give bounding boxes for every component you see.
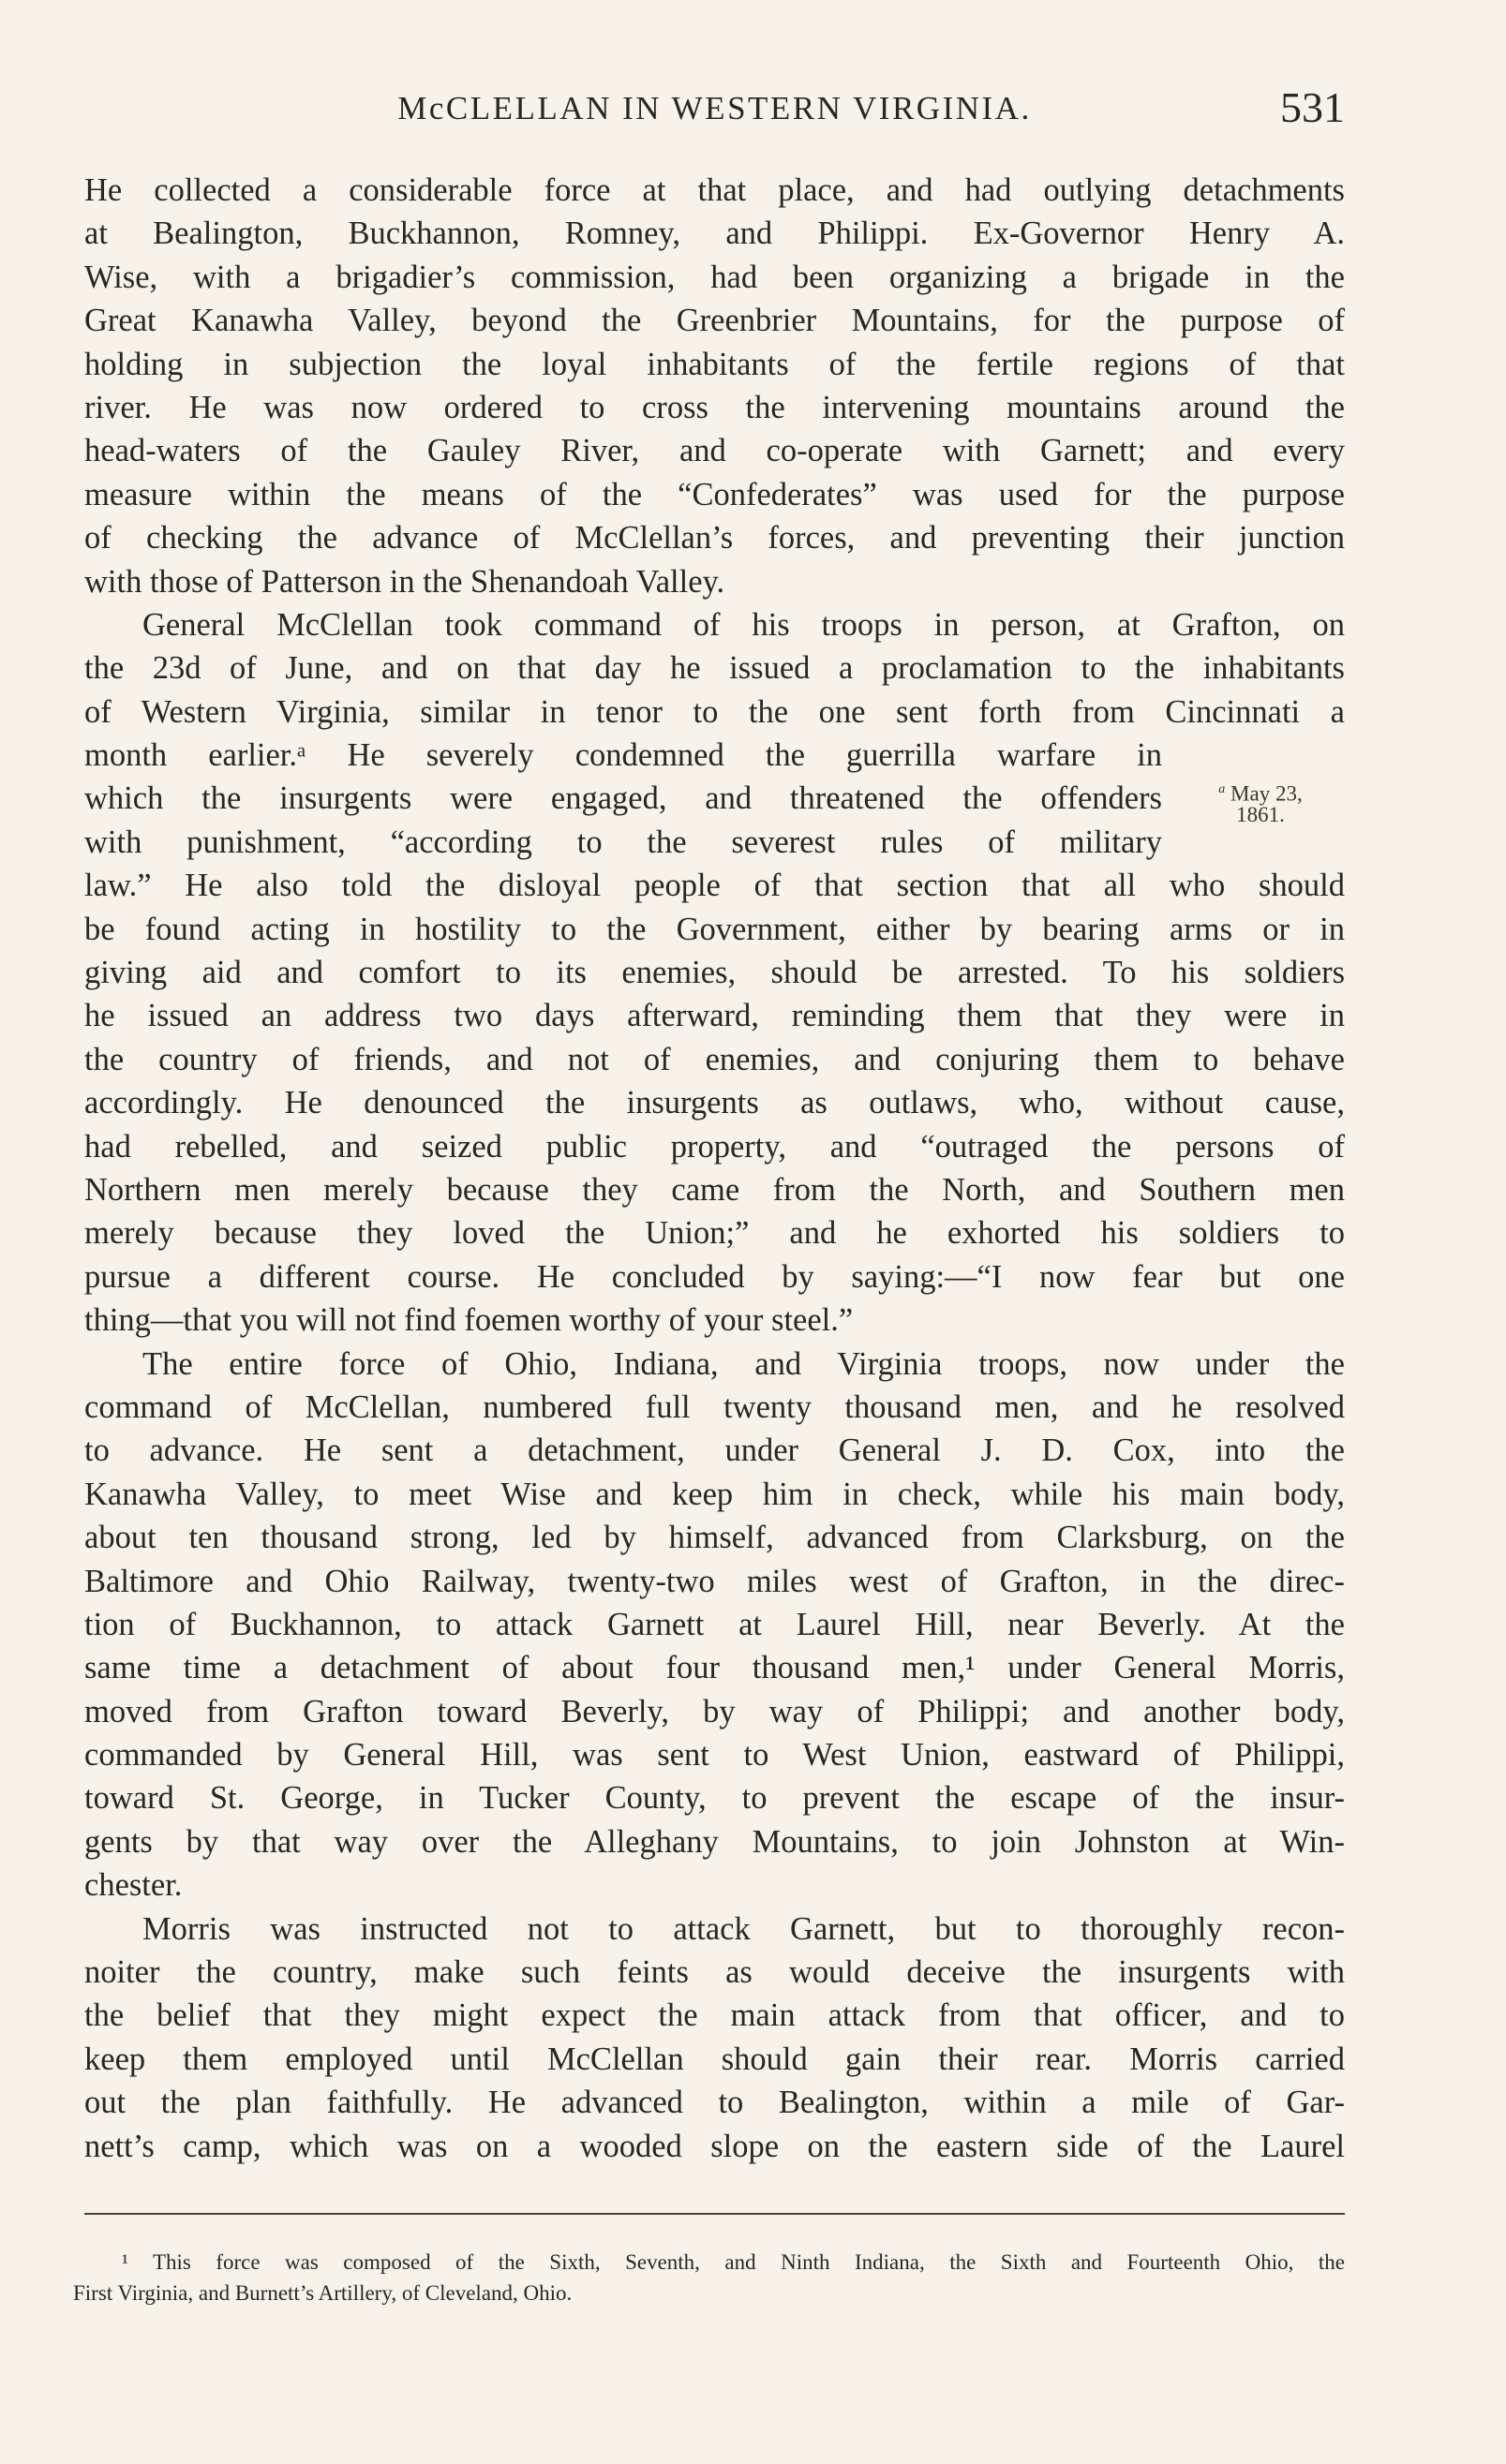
footnote-line: ¹ This force was composed of the Sixth, Seventh, and Ninth Indiana, the Sixth and Fourteenth Ohio, the (122, 2250, 1345, 2274)
text-line: the belief that they might expect the main attack from that officer, and to (84, 1997, 1345, 2034)
text-line: the 23d of June, and on that day he issued a proclamation to the inhabitants (84, 650, 1345, 687)
text-line: pursue a different course. He concluded by saying:—“I now fear but one (84, 1258, 1345, 1295)
page-number: 531 (1280, 83, 1345, 131)
text-line: keep them employed until McClellan should gain their rear. Morris carried (84, 2041, 1345, 2077)
text-line: with punishment, “according to the severest rules of military (84, 824, 1162, 860)
text-line: merely because they loved the Union;” and he exhorted his soldiers to (84, 1215, 1345, 1252)
footnote-line: First Virginia, and Burnett’s Artillery, of Cleveland, Ohio. (73, 2281, 573, 2305)
text-line: He collected a considerable force at that place, and had outlying detachments (84, 172, 1345, 208)
text-line: toward St. George, in Tucker County, to prevent the escape of the insur- (84, 1780, 1345, 1817)
text-line: noiter the country, make such feints as would deceive the insurgents with (84, 1954, 1345, 1991)
running-title: McCLELLAN IN WESTERN VIRGINIA. (397, 90, 1032, 126)
text-line: Great Kanawha Valley, beyond the Greenbrier Mountains, for the purpose of (84, 303, 1345, 339)
text-line: chester. (84, 1867, 183, 1904)
text-line: Morris was instructed not to attack Garnett, but to thoroughly recon- (142, 1910, 1345, 1947)
footnote-rule (84, 2213, 1345, 2215)
text-line: commanded by General Hill, was sent to West Union, eastward of Philippi, (84, 1737, 1345, 1774)
text-line: law.” He also told the disloyal people of that section that all who should (84, 868, 1345, 904)
text-line: which the insurgents were engaged, and threatened the offenders (84, 780, 1162, 817)
text-line: same time a detachment of about four thousand men,¹ under General Morris, (84, 1650, 1345, 1686)
text-line: The entire force of Ohio, Indiana, and Virginia troops, now under the (142, 1345, 1345, 1382)
text-line: nett’s camp, which was on a wooded slope on the eastern side of the Laurel (84, 2128, 1345, 2164)
margin-note-marker: a (1218, 782, 1226, 796)
text-line: head-waters of the Gauley River, and co-operate with Garnett; and every (84, 433, 1345, 469)
text-line: giving aid and comfort to its enemies, should be arrested. To his soldiers (84, 955, 1345, 991)
text-line: thing—that you will not find foemen worthy of your steel.” (84, 1302, 854, 1339)
text-line: moved from Grafton toward Beverly, by way of Philippi; and another body, (84, 1693, 1345, 1729)
text-line: gents by that way over the Alleghany Mountains, to join Johnston at Win- (84, 1823, 1345, 1860)
margin-note-line2: 1861. (1236, 802, 1285, 826)
text-line: Wise, with a brigadier’s commission, had been organizing a brigade in the (84, 259, 1345, 295)
body-text (84, 169, 1345, 2168)
text-line: river. He was now ordered to cross the intervening mountains around the (84, 389, 1345, 425)
text-line: the country of friends, and not of enemies, and conjuring them to behave (84, 1041, 1345, 1077)
text-line: be found acting in hostility to the Government, either by bearing arms or in (84, 911, 1345, 947)
margin-note-line1: May 23, (1230, 781, 1303, 806)
text-line: with those of Patterson in the Shenandoah Valley. (84, 563, 725, 600)
running-head (84, 82, 1345, 139)
text-line: tion of Buckhannon, to attack Garnett at Laurel Hill, near Beverly. At the (84, 1606, 1345, 1642)
margin-date-note (1195, 779, 1326, 825)
text-line: month earlier.ᵃ He severely condemned the guerrilla warfare in (84, 737, 1162, 774)
text-line: at Bealington, Buckhannon, Romney, and Philippi. Ex-Governor Henry A. (84, 215, 1345, 252)
text-line: Baltimore and Ohio Railway, twenty-two miles west of Grafton, in the direc- (84, 1563, 1345, 1599)
text-line: to advance. He sent a detachment, under General J. D. Cox, into the (84, 1432, 1345, 1469)
text-line: Northern men merely because they came from the North, and Southern men (84, 1171, 1345, 1208)
text-line: Kanawha Valley, to meet Wise and keep him in check, while his main body, (84, 1476, 1345, 1512)
text-line: General McClellan took command of his troops in person, at Grafton, on (142, 606, 1345, 643)
text-line: of checking the advance of McClellan’s forces, and preventing their junction (84, 520, 1345, 557)
text-line: had rebelled, and seized public property, and “outraged the persons of (84, 1128, 1345, 1165)
text-line: command of McClellan, numbered full twenty thousand men, and he resolved (84, 1388, 1345, 1425)
text-line: measure within the means of the “Confederates” was used for the purpose (84, 476, 1345, 512)
text-line: about ten thousand strong, led by himself, advanced from Clarksburg, on the (84, 1520, 1345, 1556)
footnote (73, 2247, 1345, 2308)
text-line: of Western Virginia, similar in tenor to the one sent forth from Cincinnati a (84, 693, 1345, 730)
text-line: out the plan faithfully. He advanced to Bealington, within a mile of Gar- (84, 2085, 1345, 2121)
text-line: he issued an address two days afterward, reminding them that they were in (84, 998, 1345, 1034)
text-line: holding in subjection the loyal inhabitants of the fertile regions of that (84, 346, 1345, 382)
text-line: accordingly. He denounced the insurgents as outlaws, who, without cause, (84, 1085, 1345, 1121)
